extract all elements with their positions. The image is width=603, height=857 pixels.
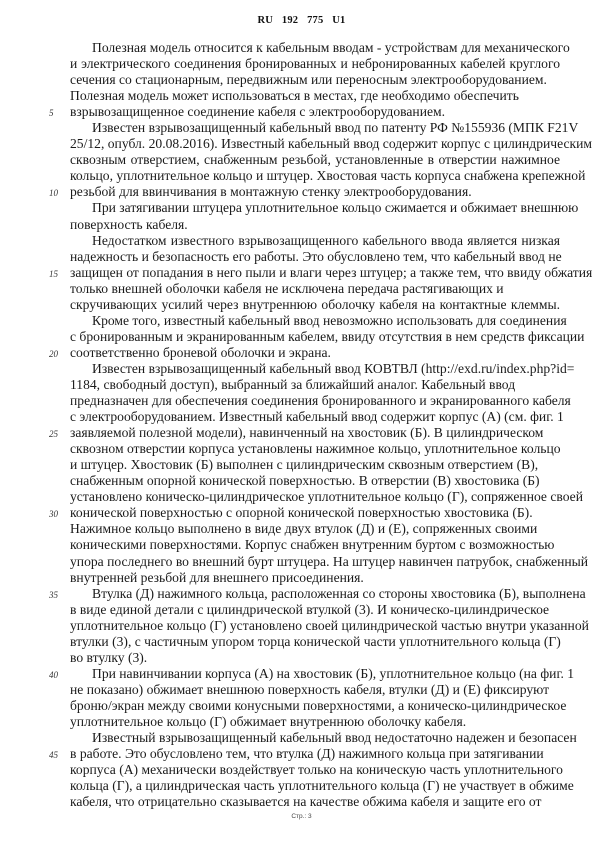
text-line: 25/12, опубл. 20.08.2016). Известный кабельный ввод содержит корпус с цилиндрическим xyxy=(70,136,593,152)
text-line: кабеля, что отрицательно сказывается на качестве обжима кабеля и защите его от xyxy=(70,794,542,810)
line-number: 40 xyxy=(49,669,58,680)
patent-kind: U1 xyxy=(332,15,346,26)
text-line: уплотнительное кольцо (Г) обжимает внутреннюю оболочку кабеля. xyxy=(70,713,467,729)
document-body xyxy=(70,40,593,810)
text-line: защищен от попадания в него пыли и влаги через штуцер; а также тем, что ввиду обжатия xyxy=(70,264,593,280)
text-line: надежность и безопасность его работы. Это обусловлено тем, что кабельный ввод не xyxy=(70,248,562,264)
text-line: соответственно броневой оболочки и экрана. xyxy=(70,344,331,360)
patent-country: RU xyxy=(257,15,274,26)
page-number: Стр.: 3 xyxy=(291,813,312,820)
page-footer xyxy=(0,813,603,820)
text-line: с бронированным и экранированным кабелем, ввиду отсутствия в нем средств фиксации xyxy=(70,328,585,344)
text-line: не показано) обжимает внешнюю поверхность кабеля, втулки (Д) и (Е) фиксируют xyxy=(70,681,550,697)
text-line: резьбой для ввинчивания в монтажную стенку электрооборудования. xyxy=(70,184,472,200)
line-number: 35 xyxy=(49,589,58,600)
text-line: коническими поверхностями. Корпус снабжен внутренним буртом с возможностью xyxy=(70,537,555,553)
line-number: 30 xyxy=(49,509,58,520)
text-line: и электрического соединения бронированных и небронированных кабелей круглого xyxy=(70,56,560,72)
line-number: 25 xyxy=(49,429,58,440)
text-line: только внешней оболочки кабеля не исключена передача растягивающих и xyxy=(70,280,504,296)
text-line: сечения со стационарным, передвижным или переносным электрооборудованием. xyxy=(70,72,547,88)
line-number: 5 xyxy=(49,108,54,119)
text-line: сквозным отверстием, снабженным резьбой, установленные в отверстии нажимное xyxy=(70,152,560,168)
text-line: сквозном отверстии корпуса установлены нажимное кольцо, уплотнительное кольцо xyxy=(70,441,561,457)
text-line: Втулка (Д) нажимного кольца, расположенная со стороны хвостовика (Б), выполнена xyxy=(92,585,586,601)
text-line: с электрооборудованием. Известный кабельный ввод содержит корпус (А) (см. фиг. 1 xyxy=(70,409,564,425)
text-line: скручивающих усилий через внутреннюю оболочку кабеля на контактные клеммы. xyxy=(70,296,560,312)
text-line: Недостатком известного взрывозащищенного кабельного ввода является низкая xyxy=(92,232,560,248)
text-line: в виде единой детали с цилиндрической втулкой (3). И коническо-цилиндрическое xyxy=(70,601,550,617)
text-line: уплотнительное кольцо (Г) установлено своей цилиндрической частью внутри указанной xyxy=(70,617,589,633)
text-line: конической поверхностью с опорной конической поверхностью хвостовика (Б). xyxy=(70,505,533,521)
line-number: 15 xyxy=(49,268,58,279)
text-line: снабженным опорной конической поверхностью. В отверстии (В) хвостовика (Б) xyxy=(70,473,540,489)
text-line: Известен взрывозащищенный кабельный ввод КОВТВЛ (http://exd.ru/index.php?id= xyxy=(92,360,575,376)
text-line: Нажимное кольцо выполнено в виде двух втулок (Д) и (Е), сопряженных своими xyxy=(70,521,538,537)
text-line: внутренней резьбой для внешнего присоединения. xyxy=(70,569,364,585)
text-line: Полезная модель относится к кабельным вводам - устройствам для механического xyxy=(92,40,570,55)
text-line: поверхность кабеля. xyxy=(70,216,188,232)
text-line: предназначен для обеспечения соединения бронированного и экранированного кабеля xyxy=(70,393,571,409)
patent-header xyxy=(0,15,603,26)
text-line: заявляемой полезной модели), навинченный на хвостовик (Б). В цилиндрическом xyxy=(70,425,544,441)
text-line: кольца (Г), а цилиндрическая часть уплотнительного кольца (Г) не участвует в обжиме xyxy=(70,778,574,794)
text-line: Известен взрывозащищенный кабельный ввод по патенту РФ №155936 (МПК F21V xyxy=(92,120,579,136)
text-line: броню/экран между своими конусными поверхностями, а коническо-цилиндрическое xyxy=(70,697,567,713)
text-line: Известный взрывозащищенный кабельный ввод недостаточно надежен и безопасен xyxy=(92,730,577,746)
text-line: взрывозащищенное соединение кабеля с электрооборудованием. xyxy=(70,104,446,120)
line-number: 20 xyxy=(49,348,58,359)
text-line: При затягивании штуцера уплотнительное кольцо сжимается и обжимает внешнюю xyxy=(92,200,579,216)
text-line: втулки (3), с частичным упором торца конической части уплотнительного кольца (Г) xyxy=(70,633,561,649)
text-line: установлено коническо-цилиндрическое уплотнительное кольцо (Г), сопряженное своей xyxy=(70,489,583,505)
text-line: 1184, свободный доступ), выбранный за ближайший аналог. Кабельный ввод xyxy=(70,376,516,392)
text-line: корпуса (А) механически воздействует только на коническую часть уплотнительного xyxy=(70,762,563,778)
text-line: упора последнего во внешний бурт штуцера. На штуцер навинчен патрубок, снабженный xyxy=(70,553,589,569)
line-number: 45 xyxy=(49,750,58,761)
text-line: во втулку (3). xyxy=(70,649,148,665)
text-line: Полезная модель может использоваться в местах, где необходимо обеспечить xyxy=(70,88,519,104)
patent-number: 192 775 xyxy=(281,15,324,26)
text-line: кольцо, уплотнительное кольцо и штуцер. Хвостовая часть корпуса снабжена крепежной xyxy=(70,168,586,184)
text-line: Кроме того, известный кабельный ввод невозможно использовать для соединения xyxy=(92,312,567,328)
text-line: и штуцер. Хвостовик (Б) выполнен с цилиндрическим сквозным отверстием (В), xyxy=(70,457,539,473)
text-line: в работе. Это обусловлено тем, что втулка (Д) нажимного кольца при затягивании xyxy=(70,746,544,762)
text-line: При навинчивании корпуса (А) на хвостовик (Б), уплотнительное кольцо (на фиг. 1 xyxy=(92,665,575,681)
line-number: 10 xyxy=(49,188,58,199)
